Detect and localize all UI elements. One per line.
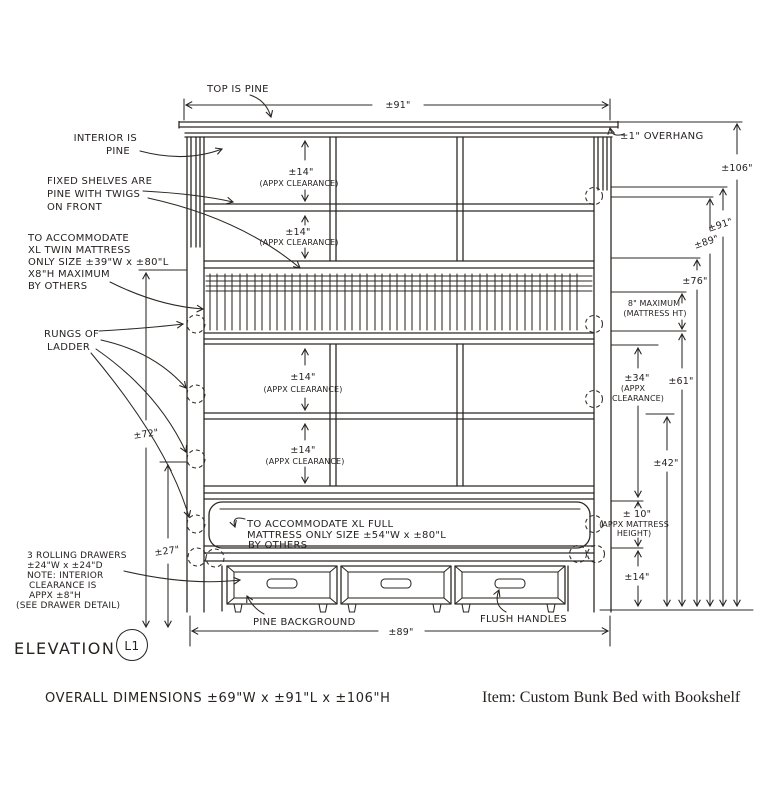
drawer-2 [341,566,451,604]
note-fixed-shelves-2: PINE WITH TWIGS [47,189,141,200]
dim-clearance-2-note: (APPX CLEARANCE) [259,238,339,247]
note-drawers-1: 3 ROLLING DRAWERS [27,551,127,561]
dim-clearance-2: ±14" [285,227,311,238]
dim-mattress-height-3: HEIGHT) [616,529,652,538]
dim-overall-height: ±106" [721,163,753,174]
dim-left-27: ±27" [153,544,181,559]
item-label: Item: Custom Bunk Bed with Bookshelf [482,689,741,706]
drawer-feet [234,604,555,612]
drawer-1-flush-handle [267,579,297,588]
right-post [594,137,611,612]
note-full-3: BY OTHERS [248,540,308,551]
top-board [179,122,618,138]
drawer-2-flush-handle [381,579,411,588]
drawer-1 [227,566,337,604]
leader-pine-background [247,596,264,614]
dim-mattress-height-2: (APPX MATTRESS [599,520,669,529]
dim-right-76: ±76" [682,276,708,287]
note-twin-5: BY OTHERS [28,281,88,292]
leader-twin-mattress [110,282,203,309]
dim-clearance-1: ±14" [288,167,314,178]
dim-right-61: ±61" [668,376,694,387]
note-rungs-2: LADDER [47,342,91,353]
note-drawers-2: ±24"W x ±24"D [27,561,103,571]
note-overhang: ±1" OVERHANG [620,131,704,142]
note-full-1: TO ACCOMMODATE XL FULL [247,519,394,530]
dim-clearance-3: ±14" [290,372,316,383]
ladder-rung-circles [187,315,224,567]
dim-clearance-34-1: ±34" [624,373,650,384]
note-top-is-pine: TOP IS PINE [207,84,269,95]
dim-mattress-max-1: 8" MAXIMUM [627,299,681,308]
dim-right-91: ±91" [706,216,735,235]
drawer-3-flush-handle [495,579,525,588]
left-post [187,137,204,612]
dim-mattress-max-2: (MATTRESS HT) [623,309,687,318]
note-drawers-6: (SEE DRAWER DETAIL) [16,601,121,611]
dim-clearance-34-2: (APPX [620,384,646,393]
dimension-text [133,100,753,638]
fixed-shelves [204,204,594,561]
title-block [14,630,741,707]
dim-clearance-1-note: (APPX CLEARANCE) [259,179,339,188]
dim-clearance-34-3: CLEARANCE) [611,394,665,403]
note-interior-2: PINE [106,146,130,157]
note-full-2: MATTRESS ONLY SIZE ±54"W x ±80"L [247,530,447,541]
note-fixed-shelves-3: ON FRONT [47,202,103,213]
view-tag: L1 [124,639,140,653]
note-rungs-1: RUNGS OF [44,329,100,340]
dim-right-14: ±14" [624,572,650,583]
note-drawers-5: APPX ±8"H [29,591,82,601]
leader-fixed-shelves-2 [148,198,300,268]
leader-full-mattress-hook [234,518,245,527]
dim-right-42: ±42" [653,458,679,469]
note-twin-3: ONLY SIZE ±39"W x ±80"L [28,257,169,268]
note-fixed-shelves-1: FIXED SHELVES ARE [47,176,153,187]
dim-clearance-4-note: (APPX CLEARANCE) [265,457,345,466]
note-flush-handles: FLUSH HANDLES [480,614,567,625]
dim-top-width: ±91" [385,100,411,111]
note-interior-1: INTERIOR IS [73,133,137,144]
leader-top-is-pine [250,95,271,117]
twig-slats [210,274,577,330]
note-drawers-4: CLEARANCE IS [29,581,97,591]
leader-flush-handles [497,590,506,612]
note-twin-1: TO ACCOMMODATE [28,233,130,244]
note-twin-4: X8"H MAXIMUM [28,269,110,280]
note-twin-2: XL TWIN MATTRESS [28,245,131,256]
dim-clearance-4: ±14" [290,445,316,456]
note-drawers-3: NOTE: INTERIOR [27,571,104,581]
dim-right-89: ±89" [692,233,721,252]
dim-bottom-width: ±89" [388,627,414,638]
dim-left-72: ±72" [132,427,160,442]
dim-mattress-height-1: ± 10" [622,509,652,520]
leader-rung-1 [99,324,183,331]
view-title: ELEVATION [14,639,116,658]
drawer-3 [455,566,565,604]
overall-dimensions: OVERALL DIMENSIONS ±69"W x ±91"L x ±106"H [45,691,391,706]
dim-clearance-3-note: (APPX CLEARANCE) [263,385,343,394]
dimension-lines [139,99,753,646]
note-pine-background: PINE BACKGROUND [253,617,356,628]
twig-weave [206,276,592,291]
leader-interior [140,149,222,157]
